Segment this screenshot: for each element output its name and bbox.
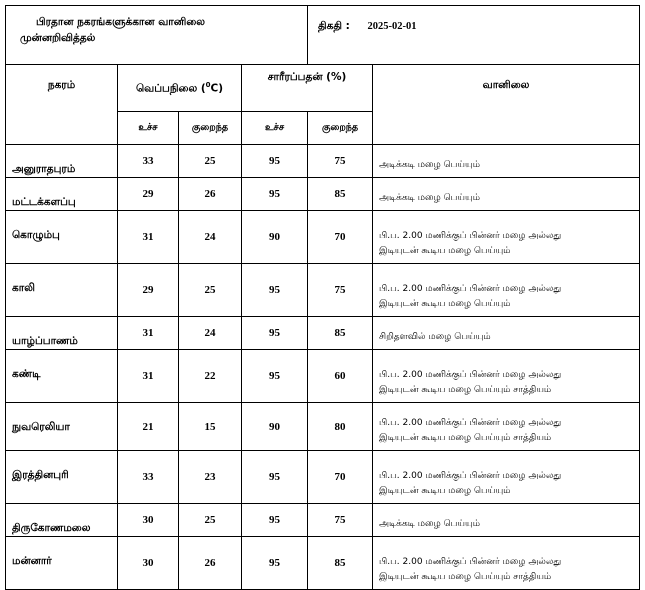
humidity-max-cell: 95 xyxy=(242,451,308,504)
header-humidity: சாரீரப்பதன் (%) xyxy=(242,65,373,112)
weather-line-1: சிறிதளவில் மழை பெய்யும் xyxy=(379,332,491,342)
temp-max-cell: 21 xyxy=(118,403,179,451)
humidity-min-cell: 60 xyxy=(308,350,373,403)
weather-cell xyxy=(373,350,640,403)
humidity-max-cell: 95 xyxy=(242,317,308,350)
temp-max-cell: 33 xyxy=(118,145,179,178)
weather-line-2: இடியுடன் கூடிய மழை பெய்யும் xyxy=(379,299,511,309)
weather-cell xyxy=(373,145,640,178)
weather-line-2: இடியுடன் கூடிய மழை பெய்யும் சாத்தியம் xyxy=(379,385,552,395)
table-row xyxy=(6,145,640,178)
header-temp-max: உச்ச xyxy=(118,112,179,145)
weather-line-1: பி.ப. 2.00 மணிக்குப் பின்னர் மழை அல்லது xyxy=(379,370,562,380)
humidity-max-cell: 95 xyxy=(242,504,308,537)
temp-min-cell: 24 xyxy=(179,211,242,264)
temp-min-cell: 15 xyxy=(179,403,242,451)
table-title xyxy=(6,6,308,65)
table-row xyxy=(6,350,640,403)
humidity-max-cell: 90 xyxy=(242,211,308,264)
temp-min-cell: 25 xyxy=(179,504,242,537)
title-line-2: முன்னறிவித்தல் xyxy=(20,32,96,44)
temp-min-cell: 22 xyxy=(179,350,242,403)
temp-max-cell: 31 xyxy=(118,350,179,403)
weather-line-2: இடியுடன் கூடிய மழை பெய்யும் சாத்தியம் xyxy=(379,572,552,582)
table-row xyxy=(6,403,640,451)
humidity-max-cell: 95 xyxy=(242,145,308,178)
header-city: நகரம் xyxy=(6,65,118,145)
temp-max-cell: 31 xyxy=(118,317,179,350)
date-cell xyxy=(308,6,640,65)
weather-cell xyxy=(373,211,640,264)
header-temp-min: குறைந்த xyxy=(179,112,242,145)
title-line-1: பிரதான நகரங்களுக்கான வானிலை xyxy=(36,16,206,28)
weather-cell xyxy=(373,403,640,451)
temp-min-cell: 26 xyxy=(179,537,242,590)
forecast-rows xyxy=(6,145,640,590)
weather-line-2: இடியுடன் கூடிய மழை பெய்யும் xyxy=(379,246,511,256)
weather-forecast-table xyxy=(5,5,640,590)
temp-max-cell: 30 xyxy=(118,537,179,590)
humidity-max-cell: 95 xyxy=(242,178,308,211)
table-row xyxy=(6,451,640,504)
weather-line-1: அடிக்கடி மழை பெய்யும் xyxy=(379,519,480,529)
temp-max-cell: 33 xyxy=(118,451,179,504)
city-cell: மட்டக்களப்பு xyxy=(6,178,118,211)
temperature-suffix: C) xyxy=(210,82,224,95)
table-row xyxy=(6,178,640,211)
table-row xyxy=(6,211,640,264)
temp-max-cell: 29 xyxy=(118,264,179,317)
temperature-prefix: வெப்பநிலை ( xyxy=(135,82,206,95)
temp-max-cell: 30 xyxy=(118,504,179,537)
humidity-min-cell: 75 xyxy=(308,504,373,537)
date-label: திகதி : xyxy=(318,20,350,32)
humidity-max-cell: 95 xyxy=(242,264,308,317)
weather-line-2: இடியுடன் கூடிய மழை பெய்யும் சாத்தியம் xyxy=(379,433,552,443)
header-hum-max: உச்ச xyxy=(242,112,308,145)
humidity-min-cell: 75 xyxy=(308,264,373,317)
header-weather: வானிலை xyxy=(373,65,640,145)
city-cell: கொழும்பு xyxy=(6,211,118,264)
city-cell: திருகோணமலை xyxy=(6,504,118,537)
weather-cell xyxy=(373,317,640,350)
temperature-degree: 0 xyxy=(205,80,211,89)
weather-cell xyxy=(373,178,640,211)
city-cell: மன்னார் xyxy=(6,537,118,590)
temp-min-cell: 24 xyxy=(179,317,242,350)
weather-line-1: அடிக்கடி மழை பெய்யும் xyxy=(379,160,480,170)
temp-max-cell: 31 xyxy=(118,211,179,264)
humidity-max-cell: 95 xyxy=(242,537,308,590)
city-cell: யாழ்ப்பாணம் xyxy=(6,317,118,350)
header-temperature xyxy=(118,65,242,112)
temp-min-cell: 25 xyxy=(179,264,242,317)
city-cell: நுவரெலியா xyxy=(6,403,118,451)
weather-line-1: பி.ப. 2.00 மணிக்குப் பின்னர் மழை அல்லது xyxy=(379,284,562,294)
weather-line-2: இடியுடன் கூடிய மழை பெய்யும் xyxy=(379,486,511,496)
temp-min-cell: 25 xyxy=(179,145,242,178)
weather-line-1: பி.ப. 2.00 மணிக்குப் பின்னர் மழை அல்லது xyxy=(379,418,562,428)
header-hum-min: குறைந்த xyxy=(308,112,373,145)
weather-line-1: பி.ப. 2.00 மணிக்குப் பின்னர் மழை அல்லது xyxy=(379,471,562,481)
city-cell: அனுராதபுரம் xyxy=(6,145,118,178)
title-row xyxy=(6,6,640,65)
humidity-min-cell: 80 xyxy=(308,403,373,451)
weather-line-1: அடிக்கடி மழை பெய்யும் xyxy=(379,193,480,203)
header-row-1 xyxy=(6,65,640,112)
weather-cell xyxy=(373,504,640,537)
weather-cell xyxy=(373,451,640,504)
temp-min-cell: 23 xyxy=(179,451,242,504)
city-cell: கண்டி xyxy=(6,350,118,403)
table-row xyxy=(6,504,640,537)
weather-line-1: பி.ப. 2.00 மணிக்குப் பின்னர் மழை அல்லது xyxy=(379,557,562,567)
weather-line-1: பி.ப. 2.00 மணிக்குப் பின்னர் மழை அல்லது xyxy=(379,231,562,241)
humidity-max-cell: 95 xyxy=(242,350,308,403)
humidity-min-cell: 70 xyxy=(308,451,373,504)
humidity-min-cell: 85 xyxy=(308,317,373,350)
city-cell: காலி xyxy=(6,264,118,317)
weather-cell xyxy=(373,264,640,317)
table-row xyxy=(6,317,640,350)
humidity-min-cell: 70 xyxy=(308,211,373,264)
temp-max-cell: 29 xyxy=(118,178,179,211)
table-row xyxy=(6,264,640,317)
humidity-max-cell: 90 xyxy=(242,403,308,451)
weather-cell xyxy=(373,537,640,590)
humidity-min-cell: 85 xyxy=(308,537,373,590)
temp-min-cell: 26 xyxy=(179,178,242,211)
city-cell: இரத்தினபுரி xyxy=(6,451,118,504)
humidity-min-cell: 75 xyxy=(308,145,373,178)
table-row xyxy=(6,537,640,590)
date-value: 2025-02-01 xyxy=(367,21,417,32)
humidity-min-cell: 85 xyxy=(308,178,373,211)
